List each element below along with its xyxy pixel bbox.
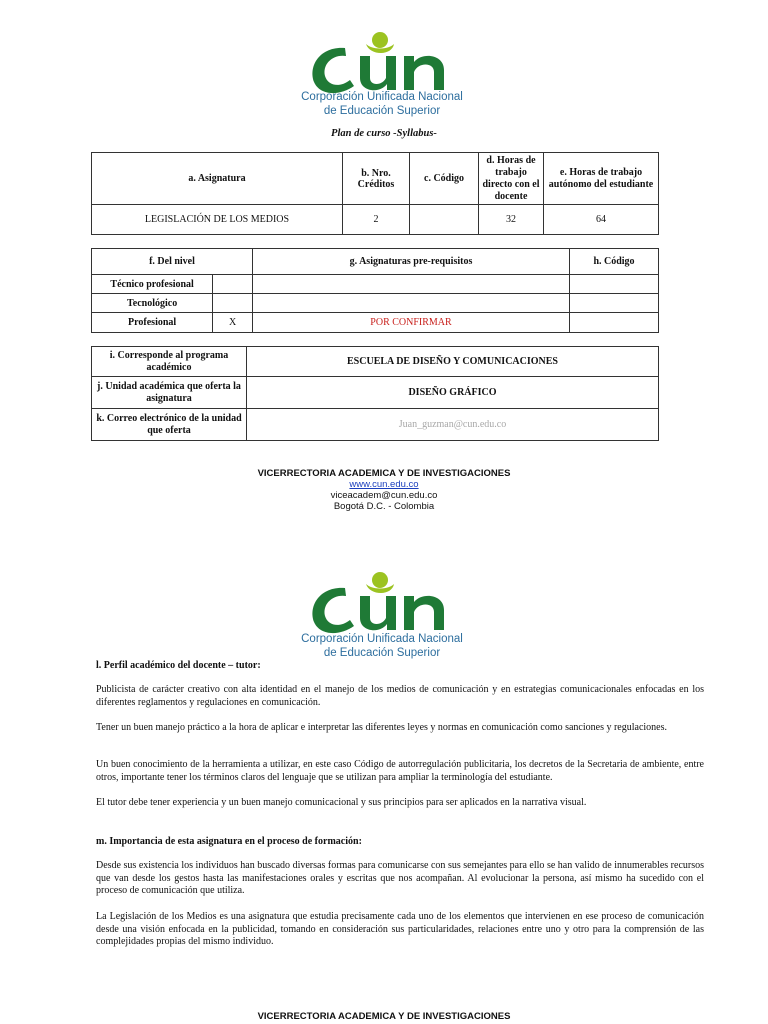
section-l-title: l. Perfil académico del docente – tutor: bbox=[96, 660, 261, 671]
footer-email[interactable]: viceacadem@cun.edu.co bbox=[330, 490, 438, 501]
org-name-line2: de Educación Superior bbox=[323, 647, 441, 659]
header-nivel: f. Del nivel bbox=[92, 249, 253, 275]
level-table bbox=[91, 248, 659, 333]
header-codigo-prereq: h. Código bbox=[570, 249, 659, 275]
level-mark bbox=[213, 275, 253, 294]
program-row bbox=[92, 409, 659, 441]
header-horas-autonomo: e. Horas de trabajo autónomo del estudiante bbox=[544, 153, 659, 205]
level-label: Tecnológico bbox=[92, 294, 213, 313]
section-l-paragraph: Tener un buen manejo práctico a la hora de aplicar e interpretar las diferentes leyes y normas en comunicación como sanciones y regulaciones. bbox=[96, 722, 668, 733]
logo-dot bbox=[372, 32, 388, 48]
program-label: i. Corresponde al programa académico bbox=[92, 347, 247, 377]
cell-asignatura: LEGISLACIÓN DE LOS MEDIOS bbox=[92, 205, 343, 235]
level-row bbox=[92, 313, 659, 333]
level-label: Técnico profesional bbox=[92, 275, 213, 294]
logo-letter-c bbox=[312, 588, 354, 633]
org-name bbox=[252, 90, 512, 118]
footer-location: Bogotá D.C. - Colombia bbox=[333, 501, 435, 512]
cell-horas-autonomo: 64 bbox=[544, 205, 659, 235]
org-name-line2: de Educación Superior bbox=[323, 105, 441, 117]
org-name bbox=[252, 632, 512, 660]
program-label: k. Correo electrónico de la unidad que oferta bbox=[92, 409, 247, 441]
level-codigo bbox=[570, 313, 659, 333]
section-m-paragraph: Desde sus existencia los individuos han buscado diversas formas para comunicarse con sus semejantes para ello se han valido de innumerables recursos que van desde los gestos hasta las manifestaciones orales y escritas que nos acompañan. Al evolucionar la persona, así mismo ha sucedido con el proceso de comunicación que utiliza. bbox=[96, 860, 704, 897]
doc-title: Plan de curso -Syllabus- bbox=[331, 128, 437, 139]
level-prereq bbox=[253, 294, 570, 313]
header-horas-directo: d. Horas de trabajo directo con el docente bbox=[479, 153, 544, 205]
page2-footer bbox=[0, 1011, 768, 1022]
program-value: DISEÑO GRÁFICO bbox=[247, 377, 659, 409]
level-label: Profesional bbox=[92, 313, 213, 333]
section-l-paragraph: El tutor debe tener experiencia y un buen manejo comunicacional y sus principios para ser aplicados en la narrativa visual. bbox=[96, 797, 587, 808]
level-codigo bbox=[570, 294, 659, 313]
course-table bbox=[91, 152, 659, 235]
logo-letter-c bbox=[312, 48, 354, 93]
program-value: ESCUELA DE DISEÑO Y COMUNICACIONES bbox=[247, 347, 659, 377]
level-table-header bbox=[92, 249, 659, 275]
level-codigo bbox=[570, 275, 659, 294]
course-table-header bbox=[92, 153, 659, 205]
logo-letter-u bbox=[360, 56, 396, 90]
section-m-paragraph: La Legislación de los Medios es una asignatura que estudia precisamente cada uno de los elementos que intervienen en ese proceso de comunicación desde una visión enfocada en la publicidad, tomando en consideración sus particularidades, relaciones entre uno y otro para la comprensión de las complejidades propias del mismo individuo. bbox=[96, 911, 704, 948]
section-l-paragraph: Un buen conocimiento de la herramienta a utilizar, en este caso Código de autorregulación publicitaria, los decretos de la Secretaria de ambiente, entre otros, importante tener los términos claros del lenguaje que se utilizan para ampliar la terminología del estudiante. bbox=[96, 759, 704, 783]
page1-footer bbox=[0, 468, 768, 512]
header-codigo: c. Código bbox=[410, 153, 479, 205]
level-prereq: POR CONFIRMAR bbox=[253, 313, 570, 333]
logo-letter-n bbox=[404, 596, 444, 630]
level-row bbox=[92, 275, 659, 294]
logo-letter-n bbox=[404, 56, 444, 90]
cell-creditos: 2 bbox=[343, 205, 410, 235]
logo-dot bbox=[372, 572, 388, 588]
level-mark bbox=[213, 294, 253, 313]
cell-codigo bbox=[410, 205, 479, 235]
org-name-line1: Corporación Unificada Nacional bbox=[301, 633, 463, 645]
course-table-row bbox=[92, 205, 659, 235]
footer-website-link[interactable]: www.cun.edu.co bbox=[349, 479, 419, 490]
level-prereq bbox=[253, 275, 570, 294]
program-row bbox=[92, 377, 659, 409]
section-m-title: m. Importancia de esta asignatura en el proceso de formación: bbox=[96, 836, 362, 847]
footer-heading: VICERRECTORIA ACADEMICA Y DE INVESTIGACIONES bbox=[257, 1011, 511, 1022]
cell-horas-directo: 32 bbox=[479, 205, 544, 235]
header-prereq: g. Asignaturas pre-requisitos bbox=[253, 249, 570, 275]
level-row bbox=[92, 294, 659, 313]
program-row bbox=[92, 347, 659, 377]
level-mark: X bbox=[213, 313, 253, 333]
org-name-line1: Corporación Unificada Nacional bbox=[301, 91, 463, 103]
unit-email[interactable]: Juan_guzman@cun.edu.co bbox=[247, 409, 659, 441]
footer-heading: VICERRECTORIA ACADEMICA Y DE INVESTIGACIONES bbox=[257, 468, 511, 479]
section-l-paragraph: Publicista de carácter creativo con alta identidad en el manejo de los medios de comunicación y en estrategias comunicacionales enfocadas en los diferentes reglamentos y regulaciones en comunicación. bbox=[96, 684, 704, 708]
program-label: j. Unidad académica que oferta la asignatura bbox=[92, 377, 247, 409]
program-table bbox=[91, 346, 659, 441]
logo-letter-u bbox=[360, 596, 396, 630]
header-creditos: b. Nro. Créditos bbox=[343, 153, 410, 205]
header-asignatura: a. Asignatura bbox=[92, 153, 343, 205]
